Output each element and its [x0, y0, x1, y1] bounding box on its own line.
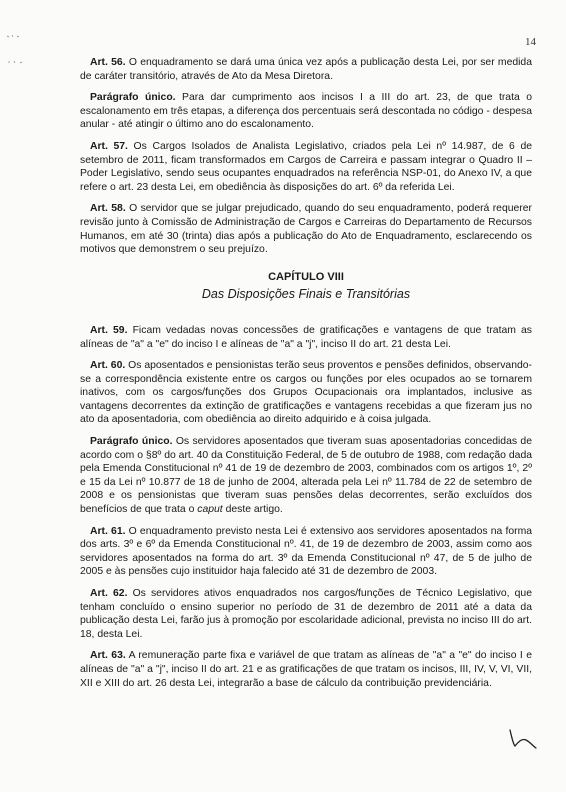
article-label: Art. 61.: [90, 525, 126, 537]
paragrafo-unico-60: [80, 435, 532, 517]
article-label: Art. 59.: [90, 324, 128, 336]
article-58: [80, 202, 532, 256]
article-57: [80, 140, 532, 194]
chapter-subtitle: Das Disposições Finais e Transitórias: [201, 287, 411, 302]
article-label: Parágrafo único.: [90, 92, 176, 104]
article-text: deste artigo.: [222, 504, 283, 516]
article-59: [80, 324, 532, 351]
article-text: Os Cargos Isolados de Analista Legislativo, criados pela Lei nº 14.987, de 6 de setembro de 2011, ficam transformados em Cargos de Carreira e passam integrar o Quadro II – Poder Legislativo, sendo seus ocupantes enquadrados na referência NSP-01, do Anexo IV, a que refere o art. 23 desta Lei, em obediência às disposições do art. 6º da referida Lei.: [80, 140, 532, 193]
article-61: [80, 525, 532, 579]
article-label: Art. 63.: [90, 650, 126, 662]
article-text: Os servidores ativos enquadrados nos cargos/funções de Técnico Legislativo, que tenham concluído o ensino superior no período de 31 de dezembro de 2011 até a data da publicação desta Lei, farão jus à promoção por escolaridade adicional, prevista no inciso III do art. 18, desta Lei.: [80, 588, 532, 640]
scan-artifact-marks: [4, 32, 34, 72]
article-63: [80, 649, 532, 690]
article-60: [80, 359, 532, 427]
document-body: [80, 56, 532, 698]
article-label: Art. 57.: [90, 140, 128, 152]
article-label: Art. 60.: [90, 360, 126, 372]
article-text: Para dar cumprimento aos incisos I a III do art. 23, de que trata o escalonamento em três etapas, a diferença dos percentuais será descontada no código - despesa anular - até atingir o último ano do escalonamento.: [80, 92, 532, 131]
article-label: Parágrafo único.: [90, 436, 173, 448]
paragrafo-unico-56: [80, 91, 532, 132]
article-label: Art. 62.: [90, 588, 128, 599]
article-text: Os servidores aposentados que tiveram suas aposentadorias concedidas de acordo com o §8º do art. 40 da Constituição Federal, de 5 de outubro de 1988, com redação dada pela Emenda Constitucional nº 41 de 19 de dezembro de 2003, combinados com os artigos 1º, 2º e 15 da Lei nº 10.877 de 18 de junho de 2004, alterada pela Lei nº 11.784 de 22 de setembro de 2008 e os pensionistas que tiveram suas pensões delas decorrentes, serão excluídos dos benefícios de que trata o: [80, 436, 532, 516]
article-text: O servidor que se julgar prejudicado, quando do seu enquadramento, poderá requerer revisão junto à Comissão de Administração de Cargos e Carreiras do Departamento de Recursos Humanos, em até 30 (trinta) dias após a publicação do Ato de Enquadramento, esclarecendo os motivos que demonstrem o seu prejuízo.: [80, 203, 532, 256]
article-text: O enquadramento se dará uma única vez após a publicação desta Lei, por ser medida de caráter transitório, através de Ato da Mesa Diretora.: [80, 57, 532, 82]
article-text: Os aposentados e pensionistas terão seus proventos e pensões definidos, observando-se a correspondência existente entre os cargos ou funções por eles ocupados ao se tornarem inativos, com os cargos/funções dos Grupos Ocupacionais ora implantados, inclusive as vantagens decorrentes da extinção de gratificações e vantagens recebidas a que fizeram jus no ato da aposentadoria, com obediência ao direito adquirido e à coisa julgada.: [80, 360, 533, 426]
chapter-title: CAPÍTULO VIII: [268, 270, 344, 283]
article-text-italic: caput: [197, 504, 223, 516]
article-62: [80, 587, 532, 641]
page-number: 14: [525, 36, 536, 48]
article-56: [80, 56, 532, 83]
article-label: Art. 58.: [90, 203, 126, 215]
article-text: A remuneração parte fixa e variável de que tratam as alíneas de "a" a "e" do inciso I e alíneas de "a" a "j", inciso II do art. 21 e as gratificações de que tratam os incisos, III, IV, V, VI, VII, XII e XIII do art. 26 desta Lei, integrarão a base de cálculo da contribuição previdenciária.: [80, 650, 532, 689]
article-text: Ficam vedadas novas concessões de gratificações e vantagens de que tratam as alíneas de "a" a "e" do inciso I e alíneas de "a" a "j", inciso II do art. 21 desta Lei.: [80, 324, 532, 350]
handwritten-initial-mark: [506, 722, 540, 752]
article-label: Art. 56.: [90, 57, 126, 68]
article-text: O enquadramento previsto nesta Lei é extensivo aos servidores aposentados na forma dos arts. 3º e 6º da Emenda Constitucional nº. 41, de 19 de dezembro de 2003, assim como aos servidores aposentados na forma do art. 3º da Emenda Constitucional nº 47, de 5 de julho de 2005 e às pensões cujo instituidor haja falecido até 31 de dezembro de 2003.: [80, 525, 532, 578]
